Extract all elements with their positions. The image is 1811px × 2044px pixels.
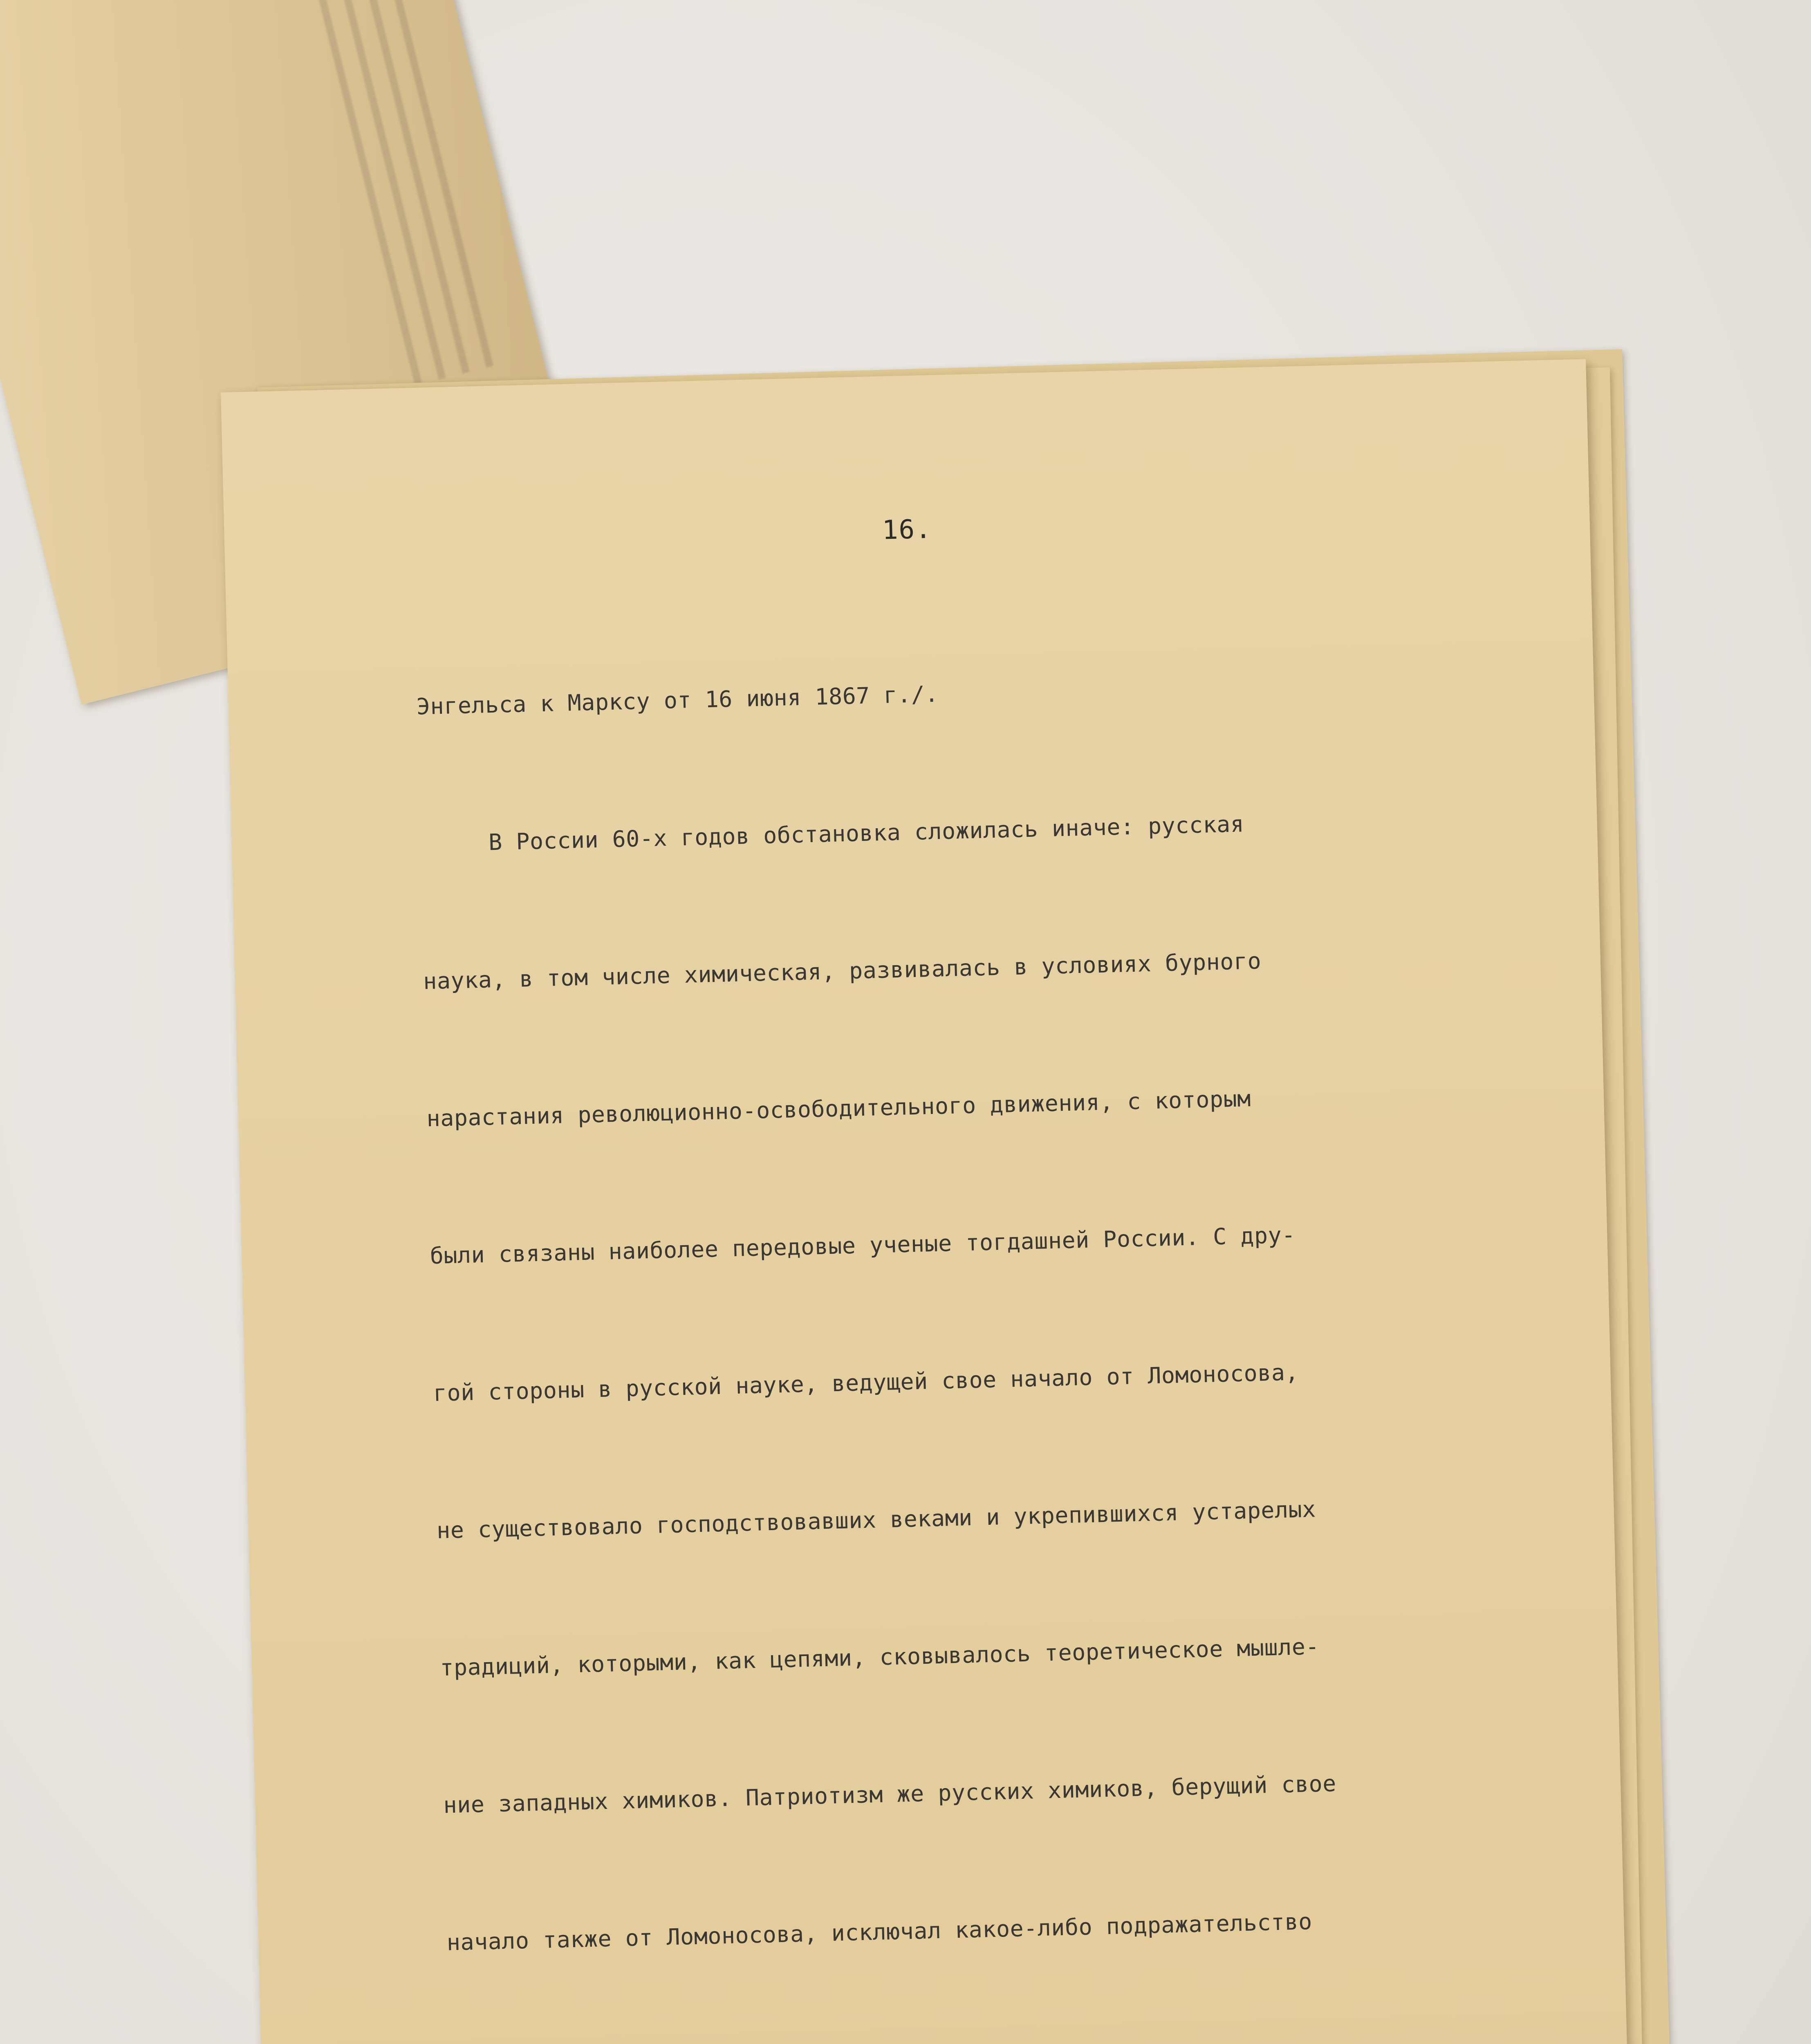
text-line: нарастания революционно-освободительного движения, с которым xyxy=(426,1085,1251,1132)
text-line: Энгельса к Марксу от 16 июня 1867 г./. xyxy=(416,681,939,720)
text-line: начало также от Ломоносова, исключал какое-либо подражательство xyxy=(446,1908,1313,1956)
text-line: наука, в том числе химическая, развивалась в условиях бурного xyxy=(423,948,1262,995)
text-line: ние западных химиков. Патриотизм же русских химиков, берущий свое xyxy=(443,1770,1337,1818)
body-text xyxy=(414,564,1681,2044)
text-line: были связаны наиболее передовые ученые тогдашней России. С дру- xyxy=(429,1221,1296,1269)
text-line: не существовало господствовавших веками и укрепившихся устарелых xyxy=(436,1496,1316,1544)
page-number: 16. xyxy=(882,514,932,546)
text-line: традиций, которыми, как цепями, сковывалось теоретическое мышле- xyxy=(439,1633,1320,1681)
typed-page xyxy=(221,359,1629,2044)
text-line: В России 60-х годов обстановка сложилась иначе: русская xyxy=(419,811,1245,857)
text-line xyxy=(450,2029,1595,2044)
text-line: гой стороны в русской науке, ведущей свое начало от Ломоносова, xyxy=(433,1359,1299,1407)
